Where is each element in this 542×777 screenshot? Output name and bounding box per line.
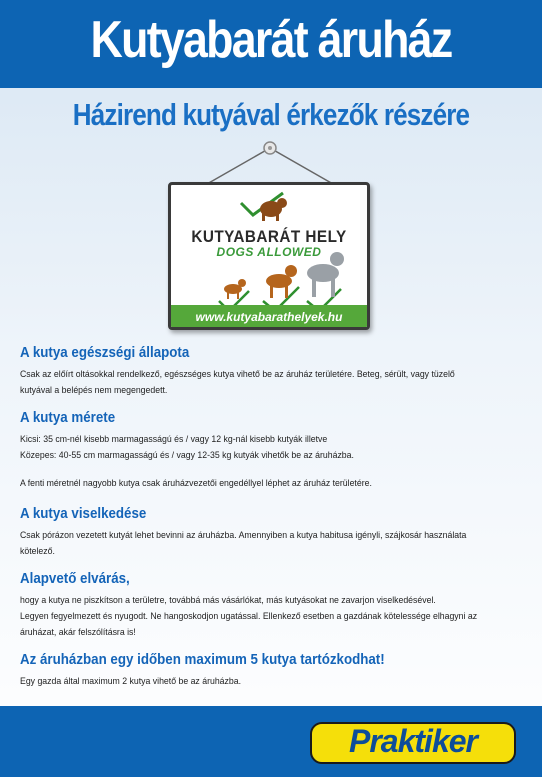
rules-content xyxy=(20,345,530,689)
section-text: áruházat, akár felszólításra is! xyxy=(20,626,136,637)
section-text: Közepes: 40-55 cm marmagasságú és / vagy 12-35 kg kutyák vihetők be az áruházba. xyxy=(20,449,354,460)
section-text: Legyen fegyelmezett és nyugodt. Ne hangoskodjon ugatással. Ellenkező esetben a gazdának kötelessége elhagyni az xyxy=(20,610,478,621)
section-behavior xyxy=(20,506,530,559)
section-text: Csak pórázon vezetett kutyát lehet bevinni az áruházba. Amennyiben a kutya habitusa igényli, szájkosár használata xyxy=(20,529,467,540)
section-text: hogy a kutya ne piszkítson a területre, továbbá más vásárlókat, más kutyásokat ne zavarjon viselkedésével. xyxy=(20,594,436,605)
section-limit xyxy=(20,652,530,689)
section-expectations xyxy=(20,571,530,640)
sign-url: www.kutyabarathelyek.hu xyxy=(195,310,343,324)
dog-friendly-sign xyxy=(160,140,380,340)
section-text: Kicsi: 35 cm-nél kisebb marmagasságú és / vagy 12 kg-nál kisebb kutyák illetve xyxy=(20,433,328,444)
section-text: Egy gazda által maximum 2 kutya vihető be az áruházba. xyxy=(20,675,242,686)
sign-board xyxy=(168,182,370,330)
section-health xyxy=(20,345,530,398)
section-note: A fenti méretnél nagyobb kutya csak áruházvezetői engedéllyel léphet az áruház területére. xyxy=(20,477,372,488)
section-heading: Alapvető elvárás, xyxy=(20,571,130,587)
praktiker-logo: Praktiker xyxy=(349,723,477,759)
section-heading: Az áruházban egy időben maximum 5 kutya tartózkodhat! xyxy=(20,652,385,668)
section-heading: A kutya mérete xyxy=(20,410,116,426)
section-heading: A kutya egészségi állapota xyxy=(20,345,190,361)
section-heading: A kutya viselkedése xyxy=(20,506,147,522)
sign-subtitle: DOGS ALLOWED xyxy=(216,245,322,259)
section-size xyxy=(20,410,530,491)
section-text: kutyával a belépés nem megengedett. xyxy=(20,384,168,395)
section-text: kötelező. xyxy=(20,545,55,556)
page-title: Kutyabarát áruház xyxy=(90,11,452,69)
page-subtitle: Házirend kutyával érkezők részére xyxy=(72,97,470,132)
sign-title: KUTYABARÁT HELY xyxy=(191,227,347,246)
section-text: Csak az előírt oltásokkal rendelkező, egészséges kutya vihető be az áruház területére. Beteg, sérült, vagy tüzelő xyxy=(20,368,455,379)
